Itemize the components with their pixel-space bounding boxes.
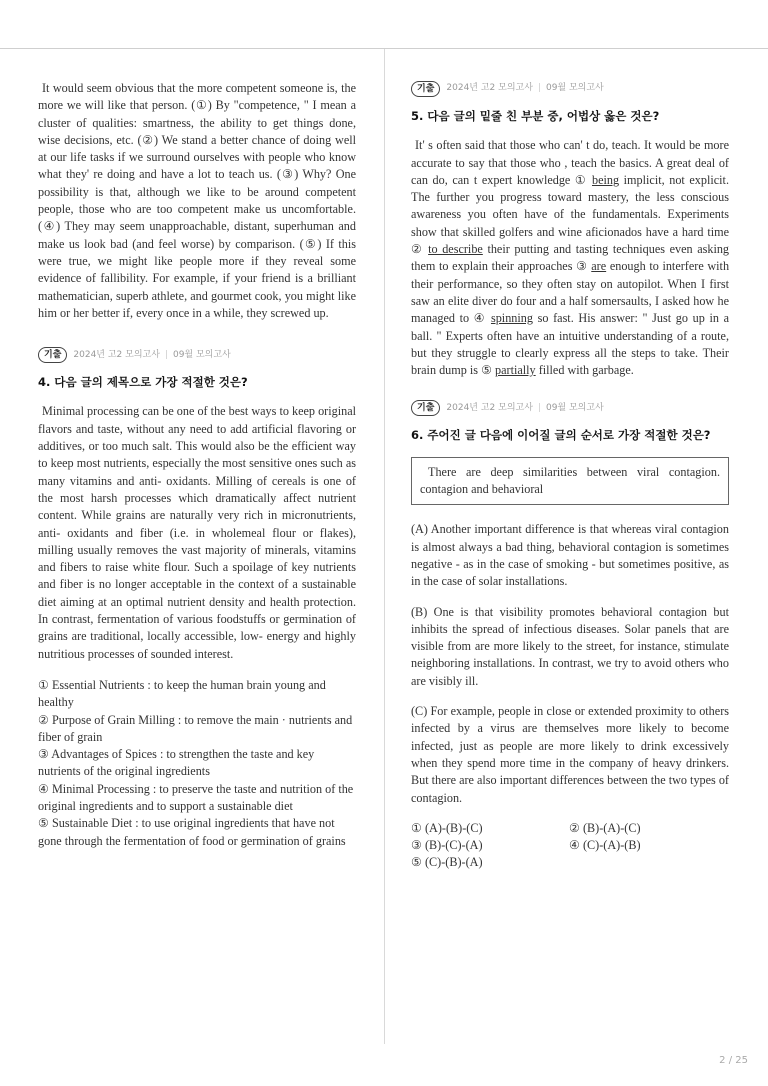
passage-text: so fast. His answer: " Just go up in a ball. " Experts often have an intuitive understanding of a route, but they struggle to clearly express all the steps to take. Their brain dump is ⑤ xyxy=(411,311,729,378)
passage-text: It' s often said that those who can' t do, teach. It would be more accurate to say that those who , teach the basics. A great deal of can do, can t expert knowledge ① xyxy=(411,138,729,187)
underlined-1: being xyxy=(592,172,620,187)
paragraph-a: (A) Another important difference is that whereas viral contagion is almost always a bad thing, behavioral contagion is sometimes negative - as in the case of smoking - but sometimes positive, as in the case of solar installations. xyxy=(411,522,729,589)
exam-year: 2024년 고2 모의고사 xyxy=(73,349,160,360)
tag-separator: | xyxy=(537,83,541,94)
exam-month: 09월 모의고사 xyxy=(172,349,231,360)
passage-text: enough to interfere with their performance, so they often stay on autopilot. When I first saw an elite diver do four and a half somersaults, I asked how he managed to ④ xyxy=(411,259,730,326)
underlined-2: to describe xyxy=(428,242,483,257)
question6-source-tag xyxy=(411,399,729,417)
question4-source-tag xyxy=(38,346,356,364)
exam-month: 09월 모의고사 xyxy=(545,83,604,94)
tag-separator: | xyxy=(537,402,541,413)
given-sentence: There are deep similarities between viral contagion. contagion and behavioral xyxy=(420,464,720,497)
passage-text: implicit, not explicit. The further you progress toward mastery, the less conscious awareness you often have of the fundamentals. Experiments show that skilled golfers and wine aficionados have a hard time ② xyxy=(411,172,729,257)
option-4[interactable]: ④ Minimal Processing : to preserve the taste and nutrition of the original ingredients and to support a sustainable diet xyxy=(38,781,354,813)
right-column xyxy=(411,80,729,872)
choice-2[interactable]: ② (B)-(A)-(C) xyxy=(569,820,641,835)
page-number: 2 / 25 xyxy=(719,1055,748,1066)
past-exam-badge: 기출 xyxy=(38,347,67,363)
underlined-4: spinning xyxy=(490,311,533,326)
underlined-3: are xyxy=(591,259,607,274)
choice-1[interactable]: ① (A)-(B)-(C) xyxy=(411,820,483,835)
choice-4[interactable]: ④ (C)-(A)-(B) xyxy=(569,838,641,853)
question4-options xyxy=(38,677,356,850)
question6-title: 6. 주어진 글 다음에 이어질 글의 순서로 가장 적절한 것은? xyxy=(411,428,711,443)
question5-title: 5. 다음 글의 밑줄 친 부분 중, 어법상 옳은 것은? xyxy=(411,109,660,123)
column-divider xyxy=(384,49,385,1044)
passage-text: their putting and tasting techniques even asking them to explain their approaches ③ xyxy=(411,242,730,274)
question5-passage xyxy=(411,137,729,379)
left-column xyxy=(38,80,356,850)
past-exam-badge: 기출 xyxy=(411,81,440,97)
exam-year: 2024년 고2 모의고사 xyxy=(446,402,533,413)
past-exam-badge: 기출 xyxy=(411,400,440,416)
option-5[interactable]: ⑤ Sustainable Diet : to use original ingredients that have not gone through the fermentation of food or germination of grains xyxy=(38,816,346,848)
paragraph-c: (C) For example, people in close or extended proximity to others infected by a virus are themselves more likely to become infected, just as people are more likely to drink excessively when they spend more time in the company of heavy drinkers. But there are also important differences between the two types of contagion. xyxy=(411,704,729,805)
paragraph-b: (B) One is that visibility promotes behavioral contagion but inhibits the spread of infectious diseases. Solar panels that are visible from are more likely to the street, for instance, stimulate neighboring installations. In contrast, we try to avoid others who are visibly ill. xyxy=(411,604,729,688)
exam-year: 2024년 고2 모의고사 xyxy=(446,83,533,94)
option-2[interactable]: ② Purpose of Grain Milling : to remove the main · nutrients and fiber of grain xyxy=(38,712,353,744)
given-sentence-box xyxy=(411,457,729,506)
choice-5[interactable]: ⑤ (C)-(B)-(A) xyxy=(411,855,483,870)
tag-separator: | xyxy=(164,349,168,360)
exam-month: 09월 모의고사 xyxy=(545,402,604,413)
question4-title: 4. 다음 글의 제목으로 가장 적절한 것은? xyxy=(38,375,248,390)
question5-source-tag xyxy=(411,80,729,98)
choice-3[interactable]: ③ (B)-(C)-(A) xyxy=(411,838,483,853)
underlined-5: partially xyxy=(495,363,536,378)
option-1[interactable]: ① Essential Nutrients : to keep the human brain young and healthy xyxy=(38,677,326,710)
question6-choices xyxy=(411,820,729,872)
passage-text: filled with garbage. xyxy=(538,363,634,378)
question3-passage: It would seem obvious that the more competent someone is, the more we will like that person. (①) By "competence, " I mean a cluster of qualities: smartness, the ability to get things done, wise decisions, etc. (②) We stand a better chance of doing well at our life tasks if we surround ourselves with people who know what they' re doing and have a lot to teach us. (③) Why? One possibility is that, although we like to be around competent people, those who are too competent make us uncomfortable. (④) They may seem unapproachable, distant, superhuman and make us look bad (and feel worse) by comparison. (⑤) If this were true, we might like people more if they reveal some evidence of fallibility. For example, if your friend is a brilliant mathematician, superb athlete, and gourmet cook, you might like him or her better if, every once in a while, they screwed up. xyxy=(38,81,356,320)
question4-passage: Minimal processing can be one of the best ways to keep original flavors and taste, without any need to add artificial flavoring or additives, or too much salt. This would also be the efficient way to keep most nutrients, especially the most sensitive ones such as many vitamins and anti- oxidants. Milling of cereals is one of the most harsh processes which dramatically affect nutrient content. While grains are naturally very rich in micronutrients, anti- oxidants and fiber (i.e. in wholemeal flour or flakes), milling usually removes the vast majority of minerals, vitamins and fibers to raise white flour. Such a spoilage of key nutrients and fiber is no longer acceptable in the context of a sustainable diet aiming at an optimal nutrient density and health protection. In contrast, fermentation of various foodstuffs or germination of grains are traditional, locally accessible, low- energy and highly nutritious processes of sounded interest. xyxy=(38,404,356,661)
option-3[interactable]: ③ Advantages of Spices : to strengthen the taste and key nutrients of the original ingredients xyxy=(38,747,315,779)
